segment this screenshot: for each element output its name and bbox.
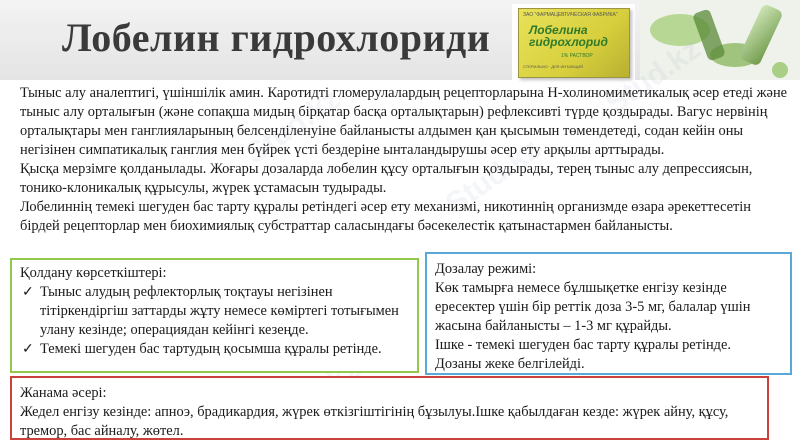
paragraph-smoking: Лобелиннің темекі шегуден бас тарту құралы ретіндегі әсер ету механизмі, никотиннің организмде өзара әрекеттесетін бірдей рецепторлар мен биохимиялық субстраттар саласындағы бәсекелестік қатынастармен байланысты. (20, 199, 752, 234)
check-icon: ✓ (22, 285, 34, 300)
dosage-line: Көк тамырға немесе бұлшықетке енгізу кезінде ересектер үшін бір реттік доза 3-5 мг, балалар үшін жасына байланысты – 1-3 мг құрайды. (435, 280, 751, 334)
green-bottle-decoration (640, 0, 800, 80)
dosage-line: Дозаны жеке белгілейді. (435, 356, 585, 372)
page-title: Лобелин гидрохлориди (62, 15, 491, 60)
list-item (20, 340, 409, 359)
product-box-name: Лобелина гидрохлорид (529, 23, 608, 49)
dosage-box (425, 252, 792, 375)
watermark: Stud.kz (439, 132, 547, 221)
slide-header (0, 0, 800, 80)
main-text (20, 84, 790, 236)
indications-title: Қолдану көрсеткіштері: (20, 265, 167, 281)
product-box-sub: 1% РАСТВОР (561, 53, 593, 59)
indication-text: Темекі шегуден бас тартудың қосымша құралы ретінде. (40, 341, 382, 357)
product-box-top-text: ЗАО "ФАРМАЦЕВТИЧЕСКАЯ ФАБРИКА" (523, 12, 618, 18)
paragraph-usage: Қысқа мерзімге қолданылады. Жоғары дозаларда лобелин құсу орталығын қоздырады, терең тыныс алу депрессиясын, тонико-клоникалық құрысулы, жүрек ұстамасын тудырады. (20, 161, 753, 196)
pill-box-image (518, 8, 630, 78)
watermark: Stud.kz (239, 82, 347, 171)
indications-box (10, 258, 419, 373)
product-box-foot: СТЕРИЛЬНО · ДЛЯ ИНЪЕКЦИЙ (523, 64, 584, 69)
indications-list (20, 283, 409, 359)
side-effects-box (10, 376, 769, 440)
product-box-image (512, 4, 635, 80)
side-effects-text: Жедел енгізу кезінде: апноэ, брадикардия, жүрек өткізгіштігінің бұзылуы.Ішке қабылдаған кезде: жүрек айну, құсу, тремор, бас айналу, жөтел. (20, 404, 729, 439)
dosage-title: Дозалау режимі: (435, 261, 537, 277)
side-effects-title: Жанама әсері: (20, 385, 107, 401)
check-icon: ✓ (22, 342, 34, 357)
paragraph-mechanism: Тыныс алу аналептигі, үшіншілік амин. Каротидті гломерулалардың рецепторларына Н-холиномиметикалық әсер етеді және тыныс алу орталығын (және сопақша мидың бірқатар басқа орталықтарын) рефлексивті түрде қоздырады. Вагус нервінің орталықтары мен ганглияларының белсенділенуіне байланысты алдымен қан қысымын төмендетеді, содан кейін оны негізінен симпатикалық ганглия мен бүйрек үсті бездеріне ынталандырушы әсер ету арқылы арттырады. (20, 85, 788, 158)
dosage-line: Ішке - темекі шегуден бас тарту құралы ретінде. (435, 337, 731, 353)
list-item (20, 283, 409, 340)
indication-text: Тыныс алудың рефлекторлық тоқтауы негізінен тітіркендіргіш заттарды жұту немесе көміртегі тотығымен улану кезінде; операциядан кейінгі кезеңде. (40, 284, 399, 338)
